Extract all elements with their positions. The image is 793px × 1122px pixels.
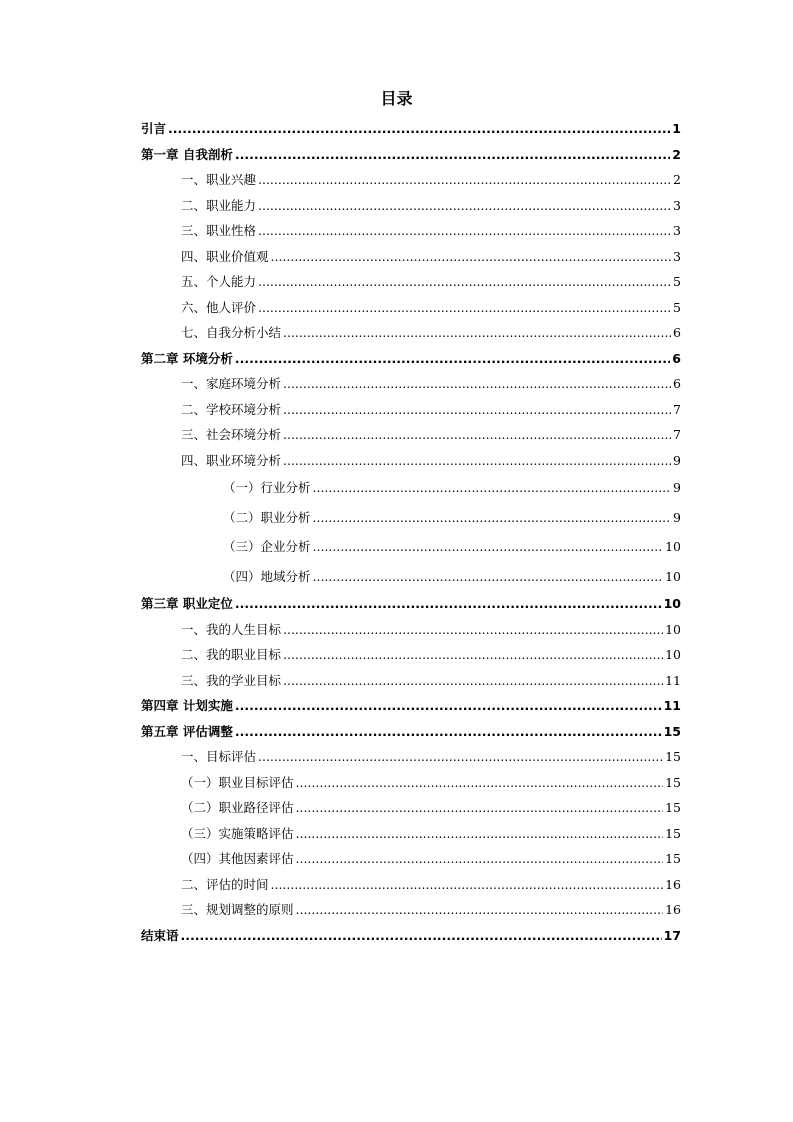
toc-entry-label: 第三章 职业定位 [141,596,233,611]
toc-entry-page-number: 15 [665,749,681,764]
toc-entry-page-number: 6 [672,350,681,366]
toc-entry-page-number: 7 [673,401,681,417]
toc-entry-page-number: 15 [665,800,681,815]
toc-entry[interactable] [141,346,681,372]
toc-entry[interactable] [141,532,681,562]
toc-dot-leader [235,346,670,372]
toc-entry-page-number: 9 [673,509,681,525]
toc-entry[interactable] [141,473,681,503]
toc-entry-label: （一）行业分析 [223,480,311,495]
toc-dot-leader [258,269,671,295]
toc-dot-leader [283,371,671,397]
toc-entry-label: 第一章 自我剖析 [141,146,233,162]
toc-dot-leader [283,642,663,668]
toc-entry-page-number: 17 [663,927,681,943]
toc-entry[interactable] [141,371,681,397]
toc-entry-page-number: 1 [672,121,681,136]
toc-entry-label: 一、我的人生目标 [181,621,282,637]
toc-entry[interactable] [141,295,681,321]
toc-entry-page-number: 10 [665,539,681,554]
toc-entry[interactable] [141,193,681,219]
toc-entry[interactable] [141,923,681,949]
toc-entry[interactable] [141,821,681,847]
toc-entry[interactable] [141,320,681,346]
toc-title: 目录 [380,89,413,108]
toc-entry[interactable] [141,897,681,923]
toc-entry-page-number: 11 [663,698,681,713]
toc-entry-label: 一、目标评估 [181,749,257,764]
toc-entry-label: （二）职业分析 [223,509,311,525]
toc-dot-leader [283,422,671,448]
toc-entry-label: 第四章 计划实施 [141,698,233,713]
toc-entry-page-number: 9 [673,452,681,468]
toc-entry[interactable] [141,218,681,244]
toc-entry-page-number: 10 [665,647,681,662]
toc-entry-label: 第二章 环境分析 [141,350,233,366]
toc-entry[interactable] [141,693,681,719]
toc-entry-label: 一、职业兴趣 [181,172,257,187]
toc-entry[interactable] [141,244,681,270]
toc-entry[interactable] [141,872,681,898]
toc-dot-leader [283,668,663,694]
toc-dot-leader [313,503,672,533]
toc-entry[interactable] [141,422,681,448]
toc-entry-label: 三、我的学业目标 [181,672,282,688]
toc-dot-leader [296,821,664,847]
toc-entry[interactable] [141,562,681,592]
toc-entry-label: 引言 [141,121,167,136]
toc-entry-label: （四）地域分析 [223,568,311,584]
toc-dot-leader [283,397,671,423]
toc-entry-label: 六、他人评价 [181,299,257,315]
toc-entry-page-number: 6 [673,376,681,391]
toc-entry-label: 二、我的职业目标 [181,647,282,662]
toc-entry[interactable] [141,744,681,770]
toc-entry-label: 二、职业能力 [181,197,257,213]
toc-entry-page-number: 6 [673,325,681,340]
toc-list [141,116,681,948]
toc-entry[interactable] [141,142,681,168]
toc-entry-label: 三、职业性格 [181,223,257,238]
toc-dot-leader [283,617,663,643]
toc-entry[interactable] [141,642,681,668]
toc-entry-label: 四、职业价值观 [181,248,269,264]
toc-entry-page-number: 10 [665,568,681,584]
toc-entry[interactable] [141,846,681,872]
toc-dot-leader [258,193,671,219]
toc-entry-page-number: 15 [665,851,681,866]
toc-entry-label: 二、学校环境分析 [181,401,282,417]
toc-entry[interactable] [141,617,681,643]
toc-dot-leader [296,795,664,821]
toc-entry[interactable] [141,719,681,745]
toc-entry-label: 一、家庭环境分析 [181,376,282,391]
toc-dot-leader [258,167,671,193]
toc-entry-page-number: 2 [673,172,681,187]
toc-entry-page-number: 9 [673,480,681,495]
toc-entry-label: 三、规划调整的原则 [181,902,294,917]
toc-entry[interactable] [141,167,681,193]
toc-entry-label: 四、职业环境分析 [181,452,282,468]
toc-entry[interactable] [141,397,681,423]
toc-entry-page-number: 2 [672,146,681,162]
toc-dot-leader [283,448,671,474]
toc-entry[interactable] [141,668,681,694]
toc-entry-page-number: 15 [665,825,681,841]
toc-entry-page-number: 5 [673,299,681,315]
toc-entry-label: （二）职业路径评估 [181,800,294,815]
toc-entry-page-number: 5 [673,274,681,289]
toc-entry-page-number: 11 [665,672,681,688]
toc-entry-label: （三）企业分析 [223,539,311,554]
toc-entry[interactable] [141,503,681,533]
toc-dot-leader [235,591,662,617]
toc-dot-leader [283,320,671,346]
toc-dot-leader [313,532,664,562]
toc-dot-leader [258,218,671,244]
toc-entry-page-number: 10 [663,596,681,611]
toc-entry[interactable] [141,448,681,474]
toc-dot-leader [313,562,664,592]
toc-entry-label: 结束语 [141,927,179,943]
toc-entry-page-number: 16 [665,876,681,892]
toc-entry-page-number: 15 [663,723,681,739]
toc-entry-label: 三、社会环境分析 [181,427,282,442]
toc-entry[interactable] [141,269,681,295]
toc-dot-leader [258,744,663,770]
toc-entry-label: 二、评估的时间 [181,876,269,892]
toc-dot-leader [313,473,672,503]
toc-dot-leader [271,872,664,898]
toc-entry-page-number: 3 [673,223,681,238]
toc-entry[interactable] [141,591,681,617]
toc-dot-leader [271,244,672,270]
toc-entry-page-number: 16 [665,902,681,917]
toc-entry-page-number: 7 [673,427,681,442]
toc-entry-page-number: 3 [673,197,681,213]
toc-dot-leader [235,693,662,719]
toc-entry[interactable] [141,770,681,796]
toc-entry-page-number: 3 [673,248,681,264]
toc-entry-page-number: 15 [665,774,681,790]
toc-entry-label: 七、自我分析小结 [181,325,282,340]
toc-entry-label: （三）实施策略评估 [181,825,294,841]
toc-entry-label: 第五章 评估调整 [141,723,233,739]
toc-dot-leader [258,295,671,321]
toc-dot-leader [168,116,670,142]
toc-dot-leader [296,897,664,923]
toc-dot-leader [296,770,664,796]
toc-entry-page-number: 10 [665,621,681,637]
toc-entry-label: （四）其他因素评估 [181,851,294,866]
toc-entry[interactable] [141,116,681,142]
toc-dot-leader [296,846,664,872]
toc-dot-leader [235,142,670,168]
toc-dot-leader [181,923,662,949]
toc-entry[interactable] [141,795,681,821]
toc-entry-label: 五、个人能力 [181,274,257,289]
toc-dot-leader [235,719,662,745]
toc-entry-label: （一）职业目标评估 [181,774,294,790]
